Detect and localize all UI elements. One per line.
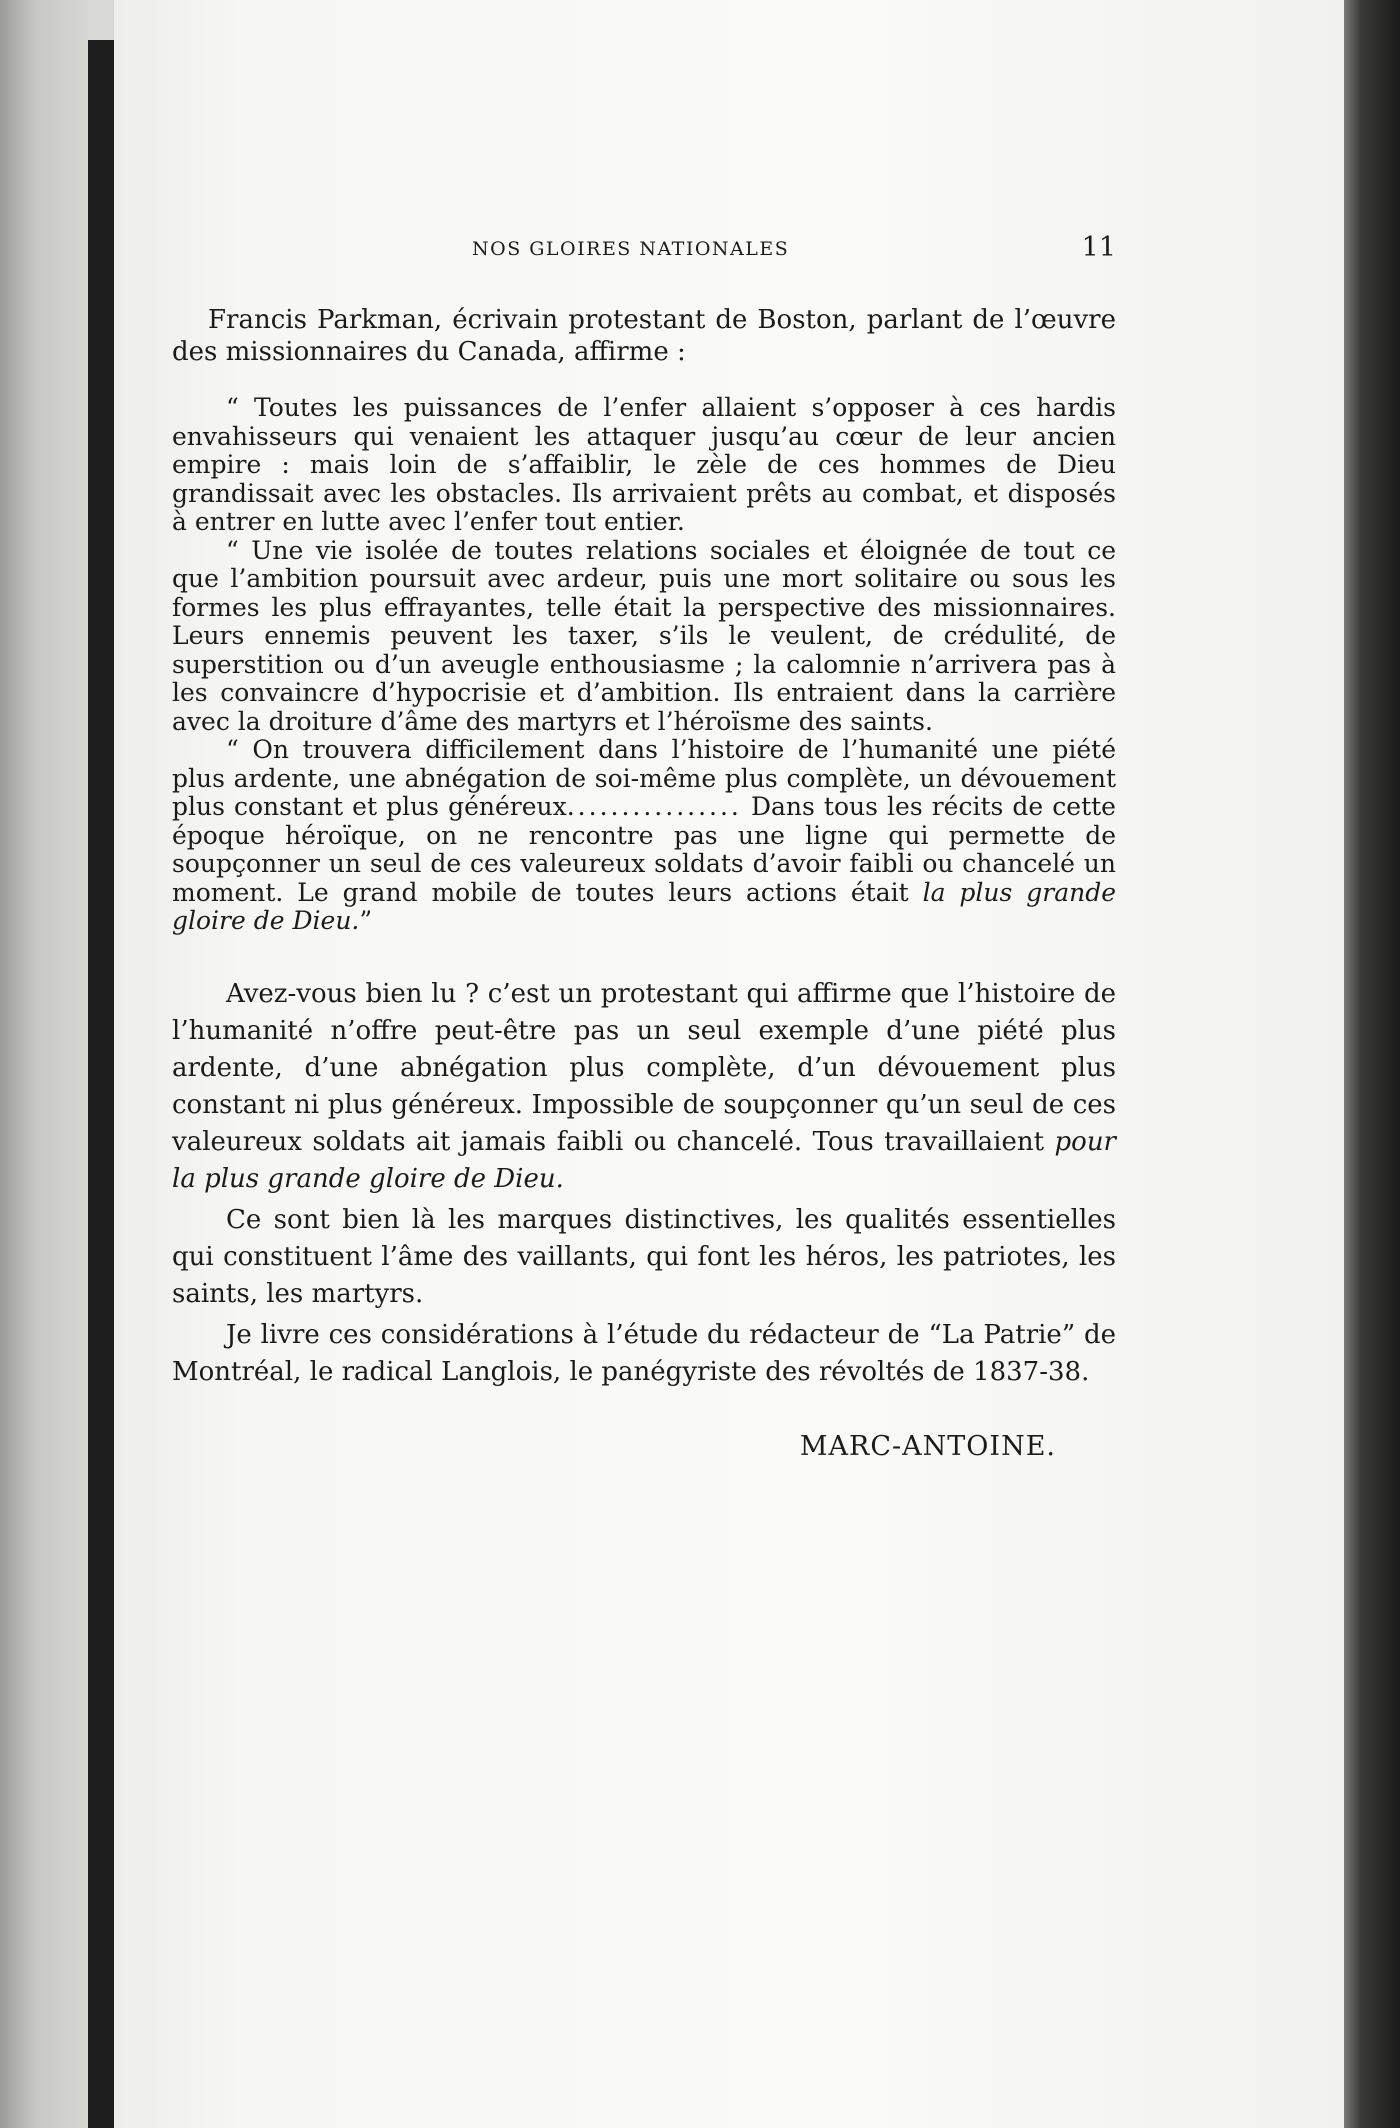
quote-3-italic: la plus grande gloire de Dieu. — [172, 877, 1116, 935]
binding-shadow — [88, 40, 114, 2128]
running-head — [172, 232, 1116, 280]
page-number: 11 — [1081, 232, 1116, 263]
commentary-paragraph-2: Ce sont bien là les marques distinctives, les qualités essentielles qui constituent l’âme des vaillants, qui font les héros, les patriotes, les saints, les martyrs. — [172, 1204, 1116, 1309]
quote-paragraph-3 — [172, 736, 1116, 936]
quote-3-lead: “ On trouvera difficilement dans l’histoire de l’humanité une piété plus ardente, une abnégation de soi-même plus complète, un dévouement plus constant et plus généreux — [172, 735, 1116, 821]
quote-3-ellipsis: ................ — [566, 792, 742, 821]
quote-paragraph-1: “ Toutes les puissances de l’enfer allaient s’opposer à ces hardis envahisseurs qui venaient les attaquer jusqu’au cœur de leur ancien empire : mais loin de s’affaiblir, le zèle de ces hommes de Dieu grandissait avec les obstacles. Ils arrivaient prêts au combat, et disposés à entrer en lutte avec l’enfer tout entier. — [172, 393, 1116, 536]
running-title: NOS GLOIRES NATIONALES — [472, 238, 790, 260]
commentary-1-italic: pour la plus grande gloire de Dieu. — [172, 1126, 1116, 1194]
quote-3-close: ” — [359, 906, 373, 935]
quote-3-rest: Dans tous les récits de cette époque héroïque, on ne rencontre pas une ligne qui permette de soupçonner un seul de ces valeureux soldats d’avoir faibli ou chancelé un moment. Le grand mobile de toutes leurs actions était — [172, 792, 1116, 907]
facing-page-edge — [0, 0, 88, 2128]
parkman-quotation — [172, 394, 1116, 936]
commentary-1-lead: Avez-vous bien lu ? c’est un protestant qui affirme que l’histoire de l’humanité n’offre peut-être pas un seul exemple d’une piété plus ardente, d’une abnégation plus complète, d’un dévouement plus constant ni plus généreux. Impossible de soupçonner qu’un seul de ces valeureux soldats ait jamais faibli ou chancelé. Tous travaillaient — [172, 978, 1116, 1157]
author-signature: MARC-ANTOINE. — [799, 1430, 1056, 1462]
page-right-edge-shadow — [1344, 0, 1400, 2128]
page-content — [172, 232, 1116, 1462]
commentary-paragraph-3: Je livre ces considérations à l’étude du rédacteur de “La Patrie” de Montréal, le radical Langlois, le panégyriste des révoltés de 1837-38. — [172, 1319, 1116, 1387]
quote-paragraph-2: “ Une vie isolée de toutes relations sociales et éloignée de tout ce que l’ambition poursuit avec ardeur, puis une mort solitaire ou sous les formes les plus effrayantes, telle était la perspective des missionnaires. Leurs ennemis peuvent les taxer, s’ils le veulent, de crédulité, de superstition ou d’un aveugle enthousiasme ; la calomnie n’arrivera pas à les convaincre d’hypocrisie et d’ambition. Ils entraient dans la carrière avec la droiture d’âme des martyrs et l’héroïsme des saints. — [172, 535, 1116, 736]
intro-paragraph: Francis Parkman, écrivain protestant de Boston, parlant de l’œuvre des missionnaires du Canada, affirme : — [172, 305, 1116, 367]
commentary-paragraph-1 — [172, 976, 1116, 1198]
